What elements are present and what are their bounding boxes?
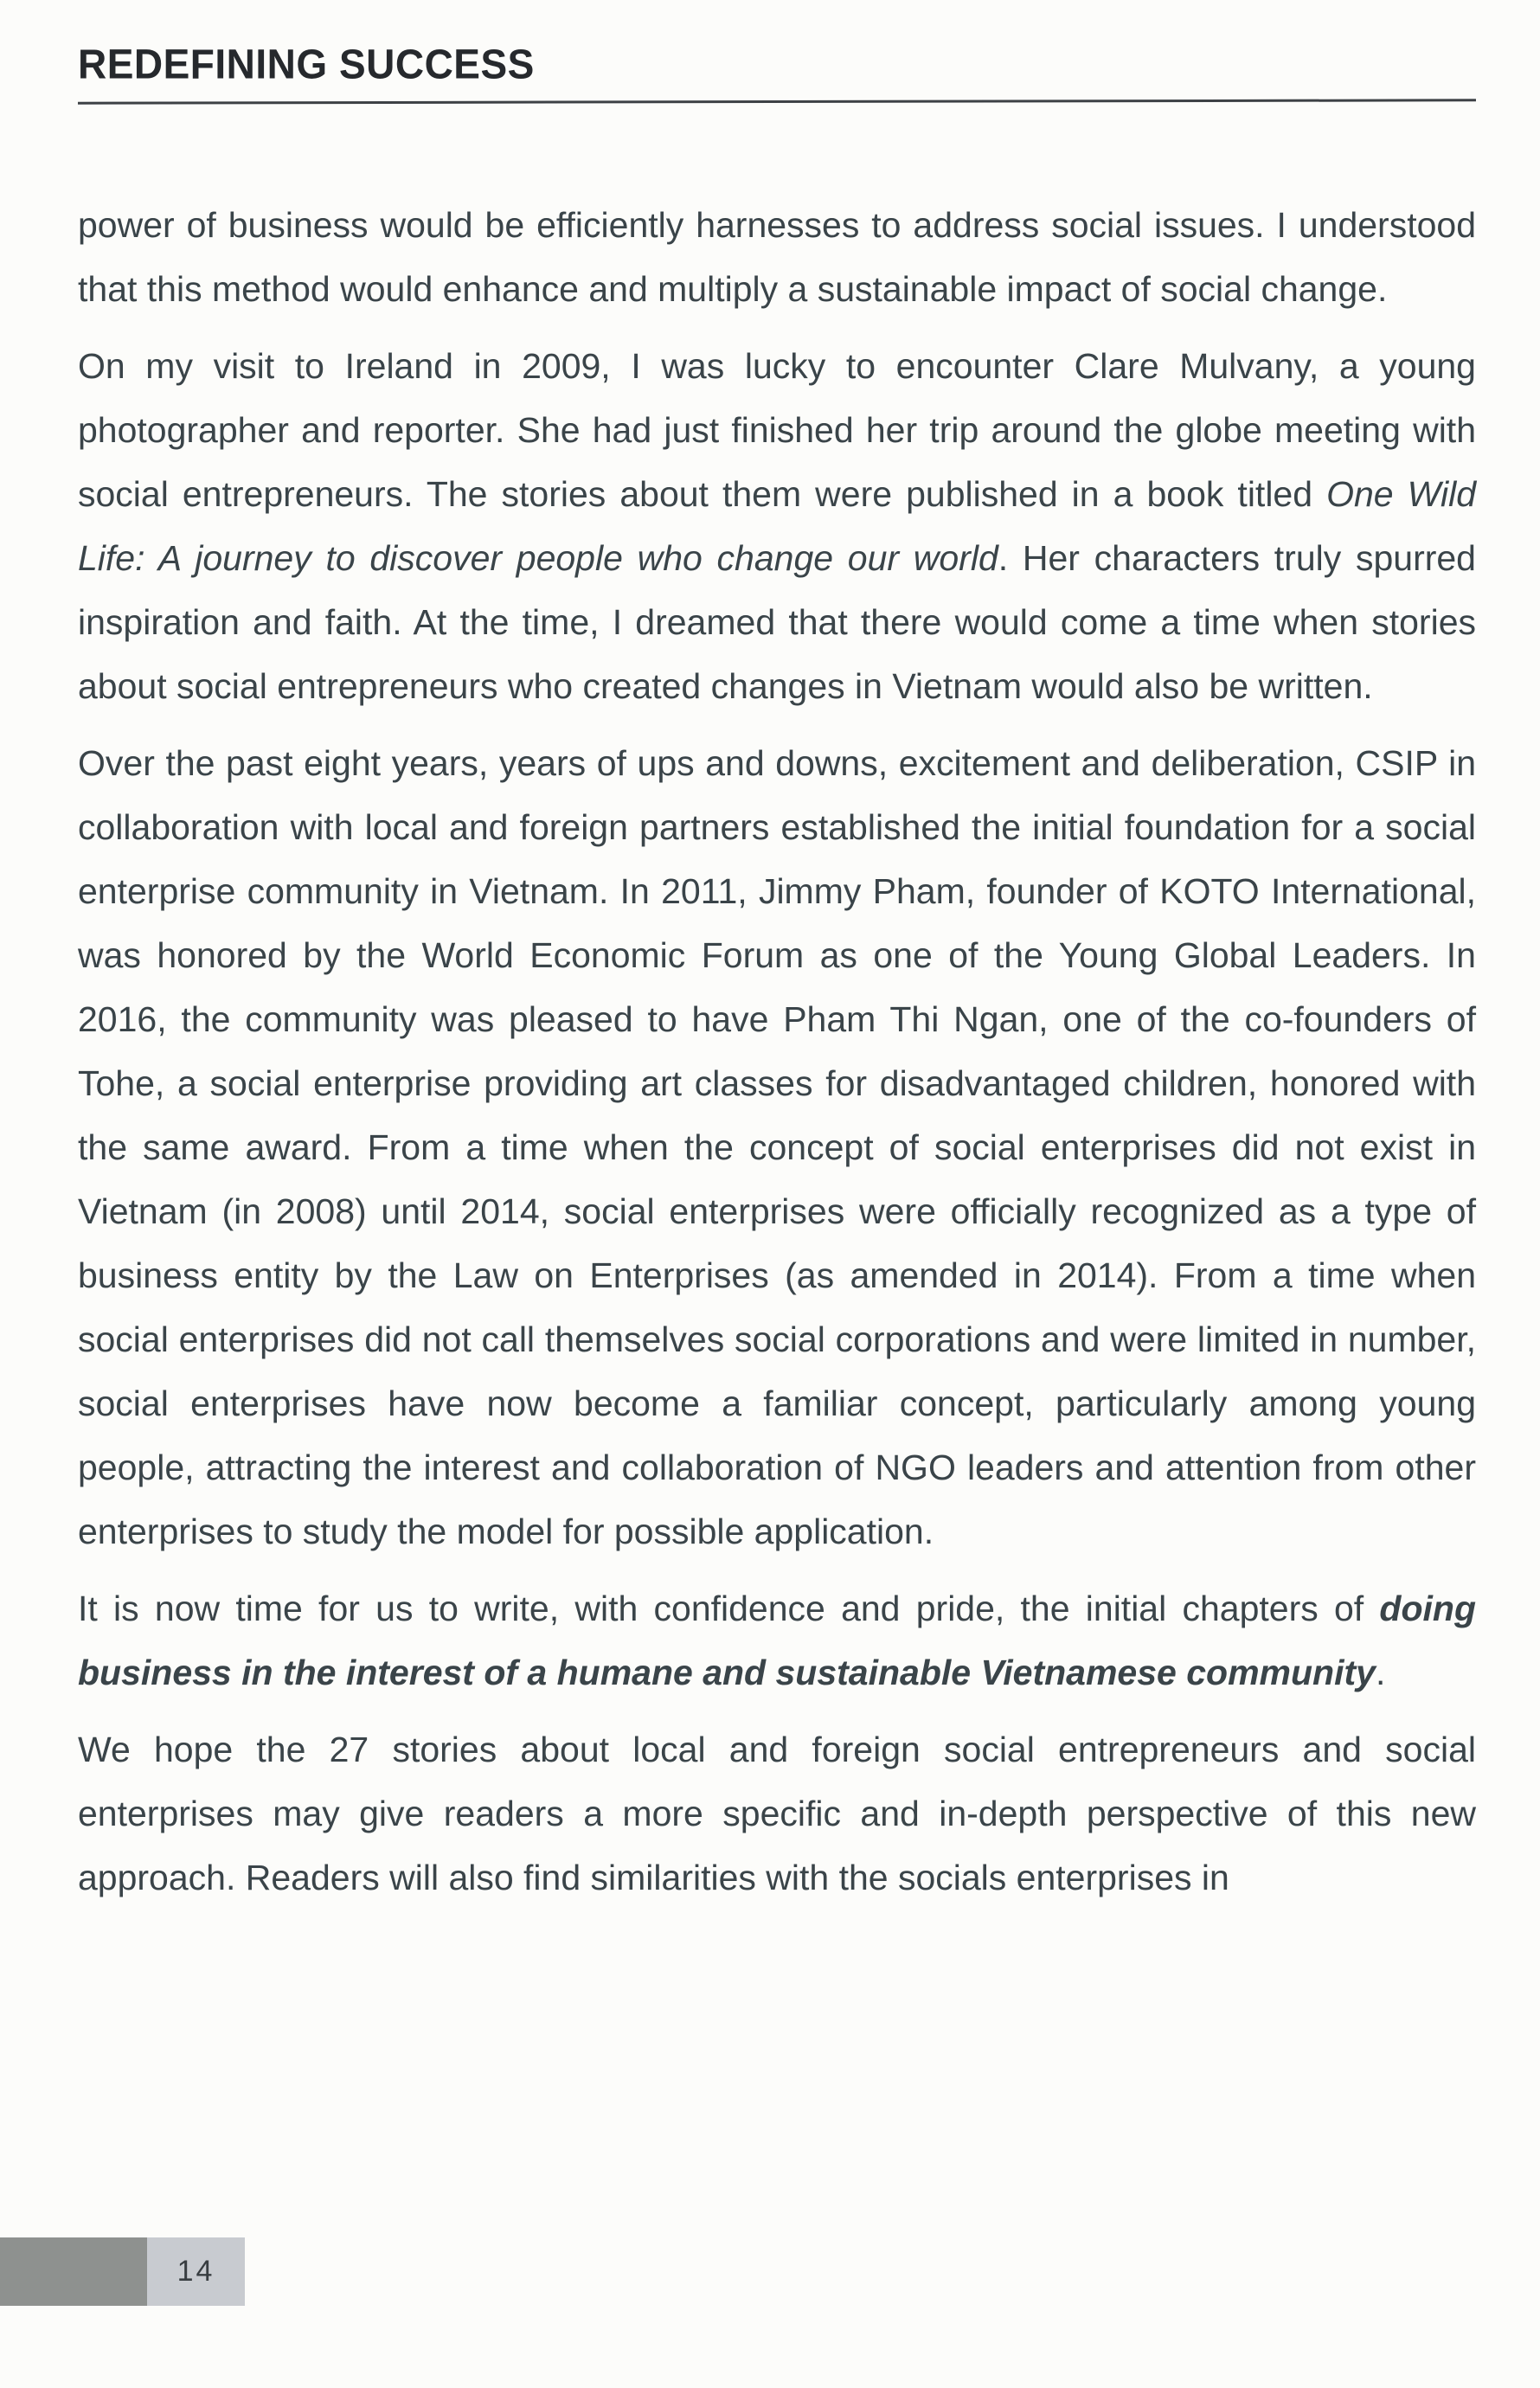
text-segment: . bbox=[1375, 1653, 1386, 1692]
text-segment: doing business in the interest of a humane and sustainable Vietnamese community bbox=[78, 1589, 1476, 1692]
text-segment: On my visit to Ireland in 2009, I was lucky to encounter Clare Mulvany, a young photographer and reporter. She had just finished her trip around the globe meeting with social entrepreneurs. The stories about them were published in a book titled bbox=[78, 346, 1476, 514]
footer-dark-block bbox=[0, 2237, 147, 2306]
text-segment: Over the past eight years, years of ups and downs, excitement and deliberation, CSIP in collaboration with local and foreign partners established the initial foundation for a social enterprise community in Vietnam. In 2011, Jimmy Pham, founder of KOTO International, was honored by the World Economic Forum as one of the Young Global Leaders. In 2016, the community was pleased to have Pham Thi Ngan, one of the co-founders of Tohe, a social enterprise providing art classes for disadvantaged children, honored with the same award. From a time when the concept of social enterprises did not exist in Vietnam (in 2008) until 2014, social enterprises were officially recognized as a type of business entity by the Law on Enterprises (as amended in 2014). From a time when social enterprises did not call themselves social corporations and were limited in number, social enterprises have now become a familiar concept, particularly among young people, attracting the interest and collaboration of NGO leaders and attention from other enterprises to study the model for possible application. bbox=[78, 743, 1476, 1551]
paragraph bbox=[78, 1717, 1476, 1910]
page-body bbox=[78, 193, 1476, 1910]
page-title: REDEFINING SUCCESS bbox=[78, 40, 535, 87]
text-segment: power of business would be efficiently harnesses to address social issues. I understood that this method would enhance and multiply a sustainable impact of social change. bbox=[78, 205, 1476, 309]
paragraph bbox=[78, 1576, 1476, 1704]
paragraph bbox=[78, 334, 1476, 718]
paragraph bbox=[78, 731, 1476, 1563]
text-segment: . Her characters truly spurred inspiration and faith. At the time, I dreamed that there would come a time when stories about social entrepreneurs who created changes in Vietnam would also be written. bbox=[78, 538, 1476, 706]
text-segment: We hope the 27 stories about local and foreign social entrepreneurs and social enterprises may give readers a more specific and in-depth perspective of this new approach. Readers will also find similarities with the socials enterprises in bbox=[78, 1730, 1476, 1897]
footer-bar bbox=[0, 2237, 245, 2306]
title-rule bbox=[78, 99, 1476, 104]
paragraph bbox=[78, 193, 1476, 321]
text-segment: One Wild Life: A journey to discover people who change our world bbox=[78, 474, 1476, 578]
page-number: 14 bbox=[176, 2255, 215, 2288]
text-segment: It is now time for us to write, with confidence and pride, the initial chapters of bbox=[78, 1589, 1380, 1628]
footer-page-number-box bbox=[147, 2237, 245, 2306]
